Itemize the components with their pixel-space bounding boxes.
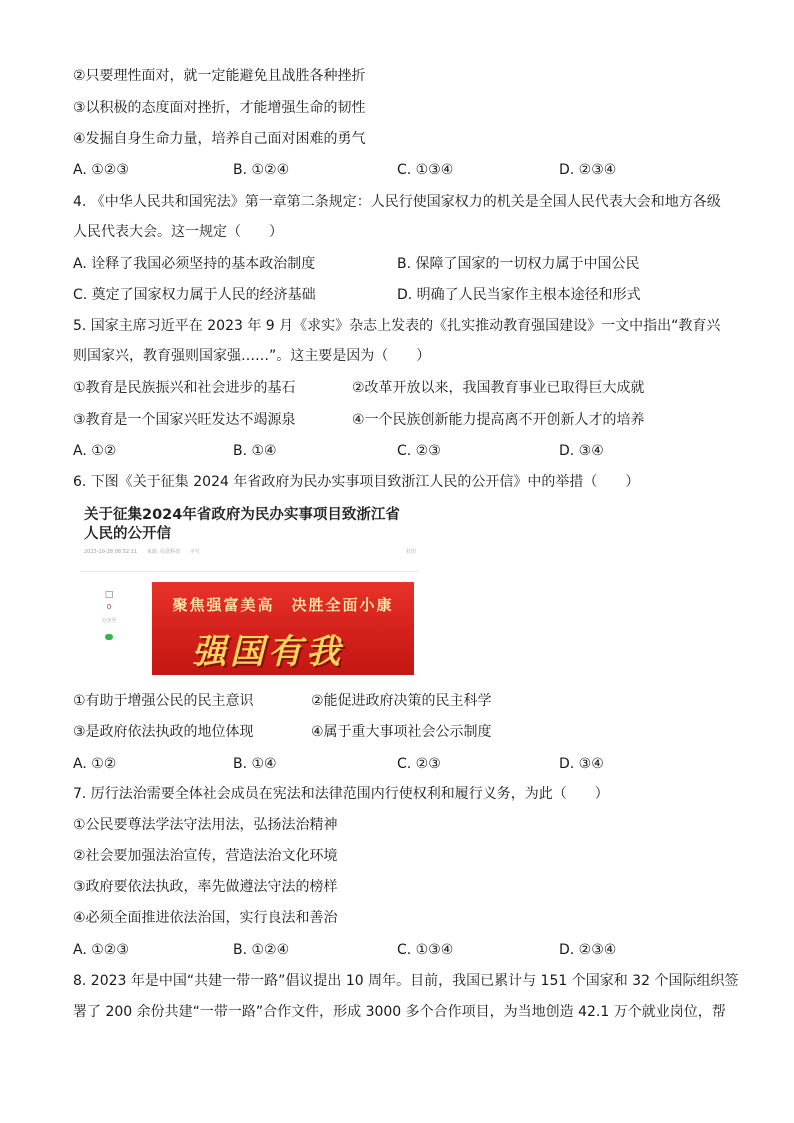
q5-option-b: B. ①④: [233, 443, 277, 459]
q7-item-1: ①公民要尊法学法守法用法，弘扬法治精神: [73, 817, 338, 833]
comment-icon: □: [104, 590, 114, 600]
q3-item-4: ④发掘自身生命力量，培养自己面对困难的勇气: [73, 131, 366, 147]
q3-option-d: D. ②③④: [559, 162, 617, 178]
q5-stem-line-1: 5. 国家主席习近平在 2023 年 9 月《求实》杂志上发表的《扎实推动教育强国建设》一文中指出“教育兴: [73, 318, 721, 334]
q3-option-c: C. ①③④: [397, 162, 454, 178]
q5-item-1: ①教育是民族振兴和社会进步的基石: [73, 380, 296, 396]
q7-item-3: ③政府要依法执政，率先做遵法守法的榜样: [73, 879, 338, 895]
banner-headline: 强国有我: [192, 632, 344, 672]
figure-divider: [80, 571, 418, 572]
q6-option-c: C. ②③: [397, 756, 441, 772]
comment-count: 0: [106, 603, 112, 611]
q6-item-4: ④属于重大事项社会公示制度: [311, 724, 492, 740]
q6-stem: 6. 下图《关于征集 2024 年省政府为民办实事项目致浙江人民的公开信》中的举措（ ）: [73, 474, 640, 490]
q4-option-b: B. 保障了国家的一切权力属于中国公民: [397, 256, 640, 272]
q7-stem: 7. 厉行法治需要全体社会成员在宪法和法律范围内行使权利和履行义务，为此（ ）: [73, 786, 609, 802]
q6-item-2: ②能促进政府决策的民主科学: [311, 693, 492, 709]
q5-option-a: A. ①②: [73, 443, 117, 459]
q5-item-4: ④一个民族创新能力提高离不开创新人才的培养: [352, 412, 645, 428]
q6-item-3: ③是政府依法执政的地位体现: [73, 724, 254, 740]
q7-item-2: ②社会要加强法治宣传，营造法治文化环境: [73, 848, 338, 864]
figure-meta-font: 字号: [189, 549, 200, 555]
banner-slogan: 聚焦强富美高 决胜全面小康: [172, 596, 394, 614]
share-label: 分享至: [101, 618, 117, 624]
q4-stem-line-2: 人民代表大会。这一规定（ ）: [73, 224, 283, 240]
q6-option-b: B. ①④: [233, 756, 277, 772]
q3-option-b: B. ①②④: [233, 162, 290, 178]
q7-option-b: B. ①②④: [233, 942, 290, 958]
wechat-icon: [98, 628, 120, 644]
figure-share-sidebar: [98, 590, 120, 644]
figure-article-title: 关于征集2024年省政府为民办实事项目致浙江省人民的公开信: [84, 507, 400, 542]
q6-item-1: ①有助于增强公民的民主意识: [73, 693, 254, 709]
q6-figure-screenshot: [80, 502, 418, 678]
q5-item-3: ③教育是一个国家兴旺发达不竭源泉: [73, 412, 296, 428]
q7-option-d: D. ②③④: [559, 942, 617, 958]
q3-option-a: A. ①②③: [73, 162, 129, 178]
q4-option-a: A. 诠释了我国必须坚持的基本政治制度: [73, 256, 316, 272]
figure-meta-print: 打印: [405, 549, 416, 555]
q5-option-d: D. ③④: [559, 443, 604, 459]
figure-meta-source: 来源: 信息科技: [146, 549, 180, 555]
figure-meta-date: 2023-10-28 08:52:11: [84, 549, 138, 555]
q6-option-d: D. ③④: [559, 756, 604, 772]
q7-option-c: C. ①③④: [397, 942, 454, 958]
q5-option-c: C. ②③: [397, 443, 441, 459]
q4-option-d: D. 明确了人民当家作主根本途径和形式: [397, 287, 641, 303]
q8-stem-line-2: 署了 200 余份共建“一带一路”合作文件，形成 3000 多个合作项目，为当地创造 42.1 万个就业岗位，帮: [73, 1004, 726, 1020]
figure-article-meta: [84, 548, 208, 555]
q4-stem-line-1: 4. 《中华人民共和国宪法》第一章第二条规定：人民行使国家权力的机关是全国人民代表大会和地方各级: [73, 194, 721, 210]
figure-banner-image: [152, 582, 414, 675]
q8-stem-line-1: 8. 2023 年是中国“共建一带一路”倡议提出 10 周年。目前，我国已累计与 151 个国家和 32 个国际组织签: [73, 973, 739, 989]
q3-item-3: ③以积极的态度面对挫折，才能增强生命的韧性: [73, 100, 366, 116]
q4-option-c: C. 奠定了国家权力属于人民的经济基础: [73, 287, 316, 303]
q7-option-a: A. ①②③: [73, 942, 129, 958]
q6-option-a: A. ①②: [73, 756, 117, 772]
q5-stem-line-2: 则国家兴，教育强则国家强……”。这主要是因为（ ）: [73, 348, 431, 364]
q7-item-4: ④必须全面推进依法治国，实行良法和善治: [73, 910, 338, 926]
q5-item-2: ②改革开放以来，我国教育事业已取得巨大成就: [352, 380, 645, 396]
q3-item-2: ②只要理性面对，就一定能避免且战胜各种挫折: [73, 68, 366, 84]
